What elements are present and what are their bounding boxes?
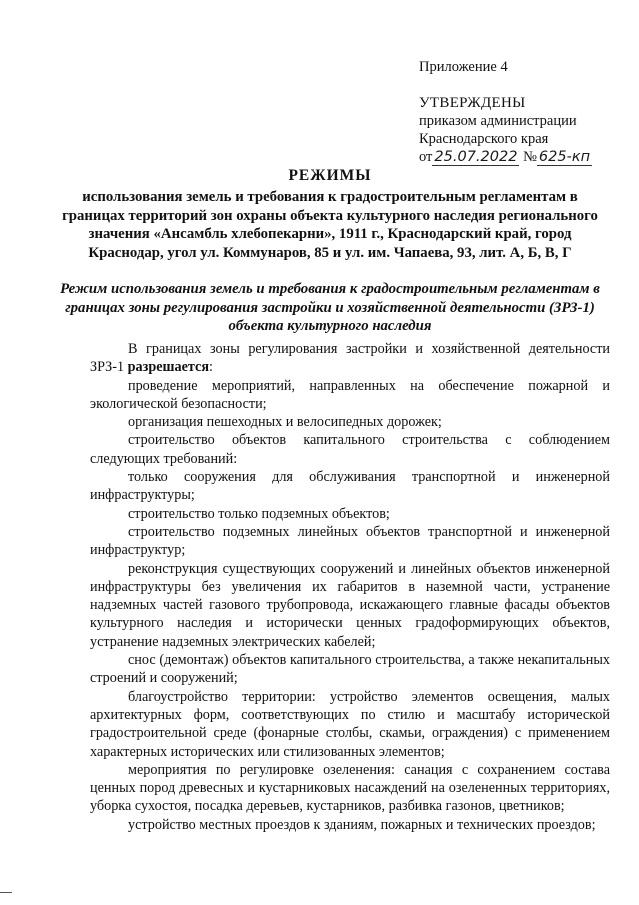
list-item: снос (демонтаж) объектов капитального строительства, а также некапитальных строений и сооружений;	[90, 652, 610, 687]
list-item: устройство местных проездов к зданиям, пожарных и технических проездов;	[128, 816, 596, 833]
approval-line-2: Краснодарского края	[419, 131, 549, 147]
permitted-label: разрешается	[127, 359, 210, 376]
scan-edge-mark	[0, 892, 12, 893]
list-item: мероприятия по регулировке озеленения: санация с сохранением состава ценных пород древесных и кустарниковых насаждений на озелененных территориях, уборка сухостоя, посадка деревьев, кустарников, разбивка газонов, цветников;	[90, 761, 610, 815]
approved-label: УТВЕРЖДЕНЫ	[419, 95, 526, 111]
approval-date-line	[419, 148, 629, 166]
handwritten-number: 625-кп	[538, 149, 591, 165]
approval-line-1: приказом администрации	[419, 113, 577, 129]
list-item: организация пешеходных и велосипедных дорожек;	[128, 414, 442, 431]
document-subtitle: использования земель и требования к градостроительным регламентам в границах территорий зон охраны объекта культурного наследия регионального значения «Ансамбль хлебопекарни», 1911 г., Краснодарский край, город Краснодар, угол ул. Коммунаров, 85 и ул. им. Чапаева, 93, лит. А, Б, В, Г	[62, 189, 598, 261]
list-item: строительство только подземных объектов;	[128, 505, 390, 522]
intro-paragraph: В границах зоны регулирования застройки и хозяйственной деятельности ЗРЗ-1 разрешается:	[90, 341, 610, 376]
appendix-label: Приложение 4	[419, 59, 508, 75]
section-heading: Режим использования земель и требования к градостроительным регламентам в границах зоны регулирования застройки и хозяйственной деятельности (ЗРЗ-1) объекта культурного наследия	[60, 281, 600, 334]
list-item: строительство объектов капитального строительства с соблюдением следующих требований:	[90, 432, 610, 467]
list-item: благоустройство территории: устройство элементов освещения, малых архитектурных форм, соответствующих по стилю и масштабу исторической градостроительной среде (фонарные столбы, скамьи, ограждения) с применением характерных исторических или стилизованных элементов;	[90, 688, 610, 760]
list-item: только сооружения для обслуживания транспортной и инженерной инфраструктуры;	[90, 469, 610, 504]
list-item: проведение мероприятий, направленных на обеспечение пожарной и экологической безопасности;	[90, 377, 610, 412]
document-title: РЕЖИМЫ	[288, 167, 372, 184]
number-prefix: №	[523, 149, 537, 165]
document-body	[90, 340, 610, 834]
handwritten-date: 25.07.2022	[434, 149, 518, 165]
list-item: реконструкция существующих сооружений и линейных объектов инженерной инфраструктуры без увеличения их габаритов в наземной части, устранение надземных частей газового трубопровода, искажающего главные фасады объектов культурного наследия и исторически ценных градоформирующих объектов, устранение надземных электрических кабелей;	[90, 560, 610, 650]
list-item: строительство подземных линейных объектов транспортной и инженерной инфраструктур;	[90, 523, 610, 559]
date-prefix: от	[419, 149, 433, 165]
approval-block	[419, 58, 629, 166]
